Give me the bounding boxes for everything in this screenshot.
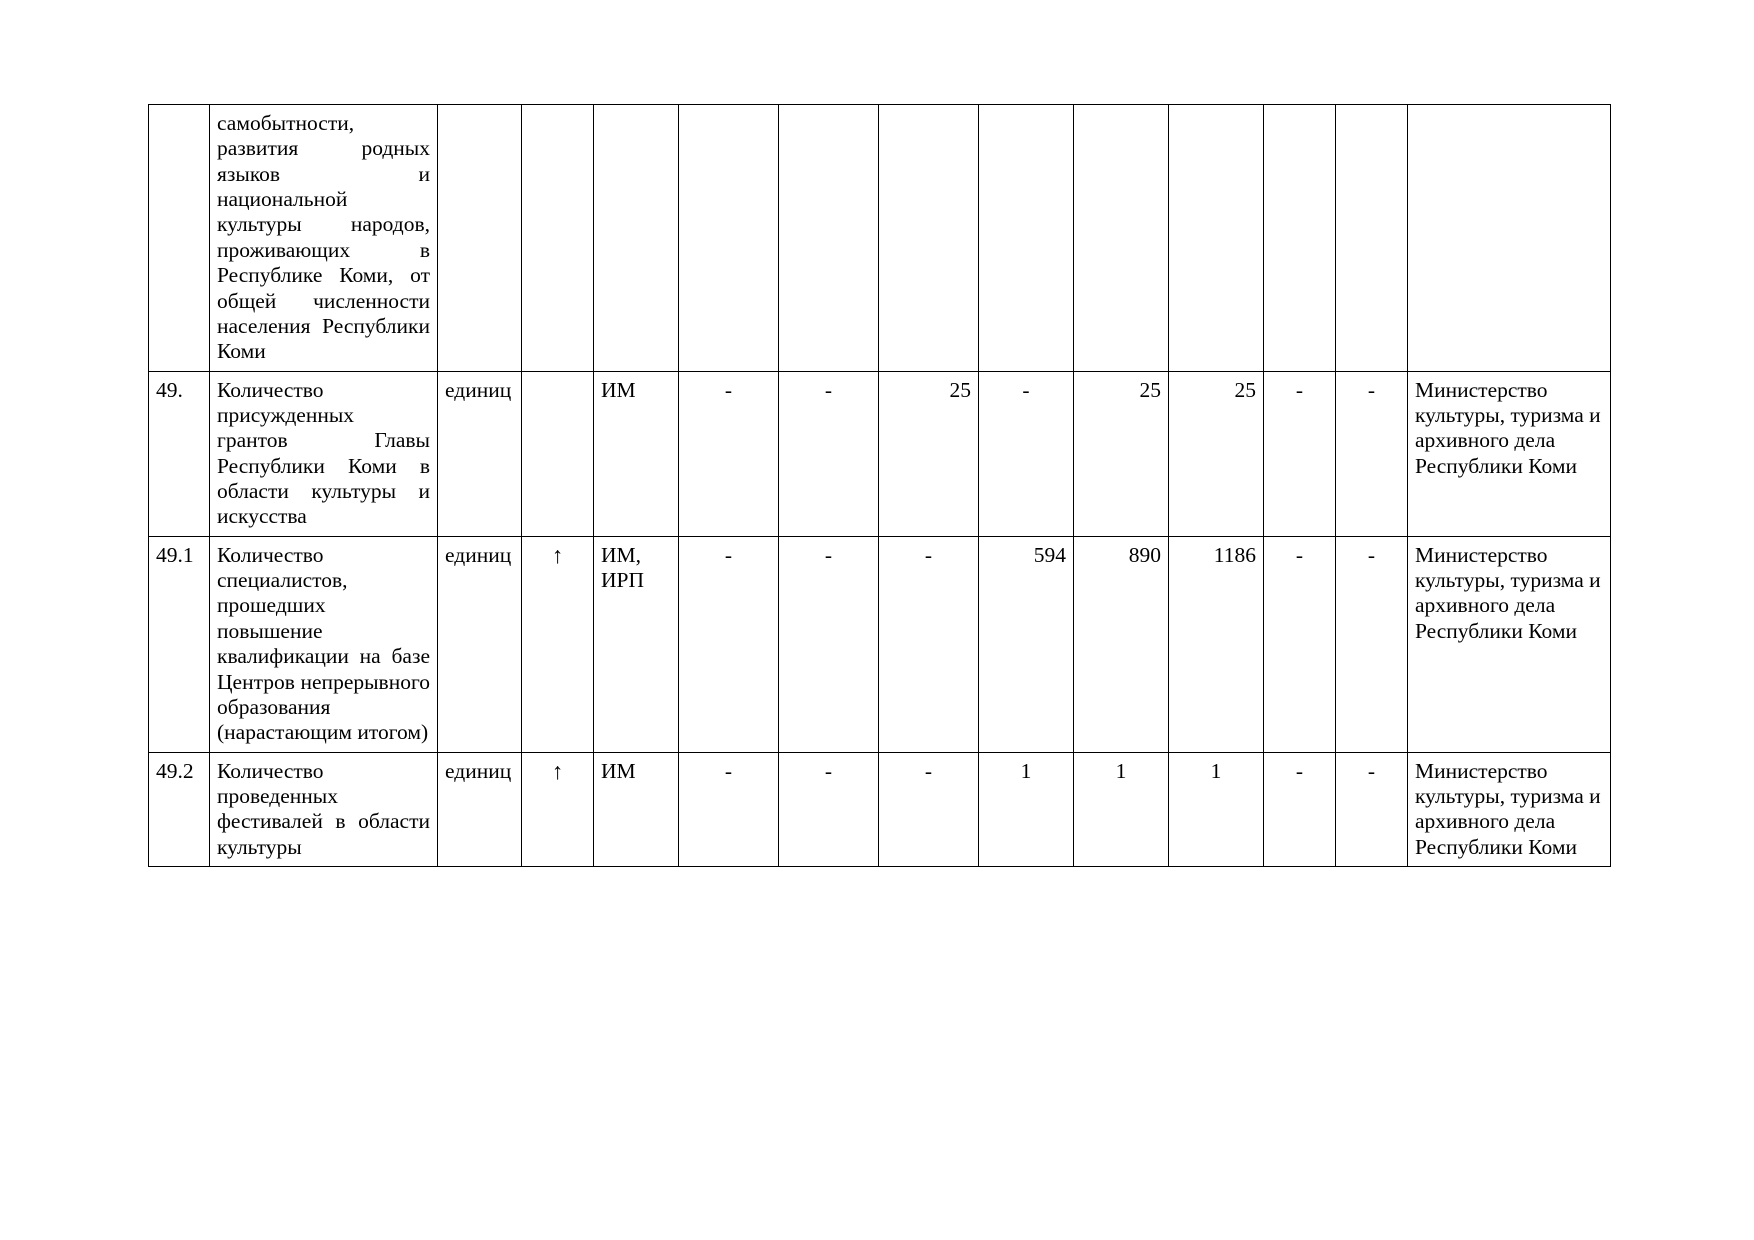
table-row xyxy=(149,536,1611,752)
cell-value-6: 25 xyxy=(1169,371,1264,536)
cell-direction xyxy=(522,105,594,372)
cell-value-2: - xyxy=(779,752,879,866)
cell-value-3: - xyxy=(879,536,979,752)
cell-value-3: - xyxy=(879,752,979,866)
cell-indicator-name: самобытности, развития родных языков и национальной культуры народов, проживающих в Республике Коми, от общей численности населения Республики Коми xyxy=(210,105,438,372)
cell-value-7: - xyxy=(1264,752,1336,866)
cell-value-7: - xyxy=(1264,371,1336,536)
cell-unit xyxy=(438,105,522,372)
indicators-table xyxy=(148,104,1611,867)
cell-responsible: Министерство культуры, туризма и архивного дела Республики Коми xyxy=(1408,752,1611,866)
cell-value-4: - xyxy=(979,371,1074,536)
cell-value-7 xyxy=(1264,105,1336,372)
cell-responsible: Министерство культуры, туризма и архивного дела Республики Коми xyxy=(1408,371,1611,536)
cell-direction xyxy=(522,371,594,536)
cell-responsible: Министерство культуры, туризма и архивного дела Республики Коми xyxy=(1408,536,1611,752)
cell-value-5: 890 xyxy=(1074,536,1169,752)
cell-value-1: - xyxy=(679,371,779,536)
cell-value-2 xyxy=(779,105,879,372)
cell-value-7: - xyxy=(1264,536,1336,752)
cell-indicator-name: Количество специалистов, прошедших повышение квалификации на базе Центров непрерывного образования (нарастающим итогом) xyxy=(210,536,438,752)
table-row xyxy=(149,371,1611,536)
cell-indicator-name: Количество проведенных фестивалей в области культуры xyxy=(210,752,438,866)
cell-value-3 xyxy=(879,105,979,372)
cell-value-8: - xyxy=(1336,536,1408,752)
cell-direction: ↑ xyxy=(522,536,594,752)
cell-value-3: 25 xyxy=(879,371,979,536)
cell-value-6: 1 xyxy=(1169,752,1264,866)
cell-value-1: - xyxy=(679,752,779,866)
cell-value-1: - xyxy=(679,536,779,752)
cell-value-6 xyxy=(1169,105,1264,372)
cell-type: ИМ, ИРП xyxy=(594,536,679,752)
cell-value-6: 1186 xyxy=(1169,536,1264,752)
cell-unit: единиц xyxy=(438,752,522,866)
cell-indicator-name: Количество присужденных грантов Главы Республики Коми в области культуры и искусства xyxy=(210,371,438,536)
cell-value-4: 594 xyxy=(979,536,1074,752)
cell-value-8: - xyxy=(1336,752,1408,866)
table-row xyxy=(149,105,1611,372)
cell-value-1 xyxy=(679,105,779,372)
cell-unit: единиц xyxy=(438,536,522,752)
cell-type xyxy=(594,105,679,372)
cell-direction: ↑ xyxy=(522,752,594,866)
cell-value-2: - xyxy=(779,371,879,536)
cell-type: ИМ xyxy=(594,371,679,536)
cell-unit: единиц xyxy=(438,371,522,536)
cell-number: 49. xyxy=(149,371,210,536)
cell-value-8: - xyxy=(1336,371,1408,536)
cell-value-5 xyxy=(1074,105,1169,372)
cell-number: 49.2 xyxy=(149,752,210,866)
cell-responsible xyxy=(1408,105,1611,372)
cell-value-5: 25 xyxy=(1074,371,1169,536)
cell-value-4 xyxy=(979,105,1074,372)
cell-value-4: 1 xyxy=(979,752,1074,866)
cell-value-2: - xyxy=(779,536,879,752)
cell-value-8 xyxy=(1336,105,1408,372)
cell-type: ИМ xyxy=(594,752,679,866)
cell-number: 49.1 xyxy=(149,536,210,752)
cell-number xyxy=(149,105,210,372)
cell-value-5: 1 xyxy=(1074,752,1169,866)
table-row xyxy=(149,752,1611,866)
